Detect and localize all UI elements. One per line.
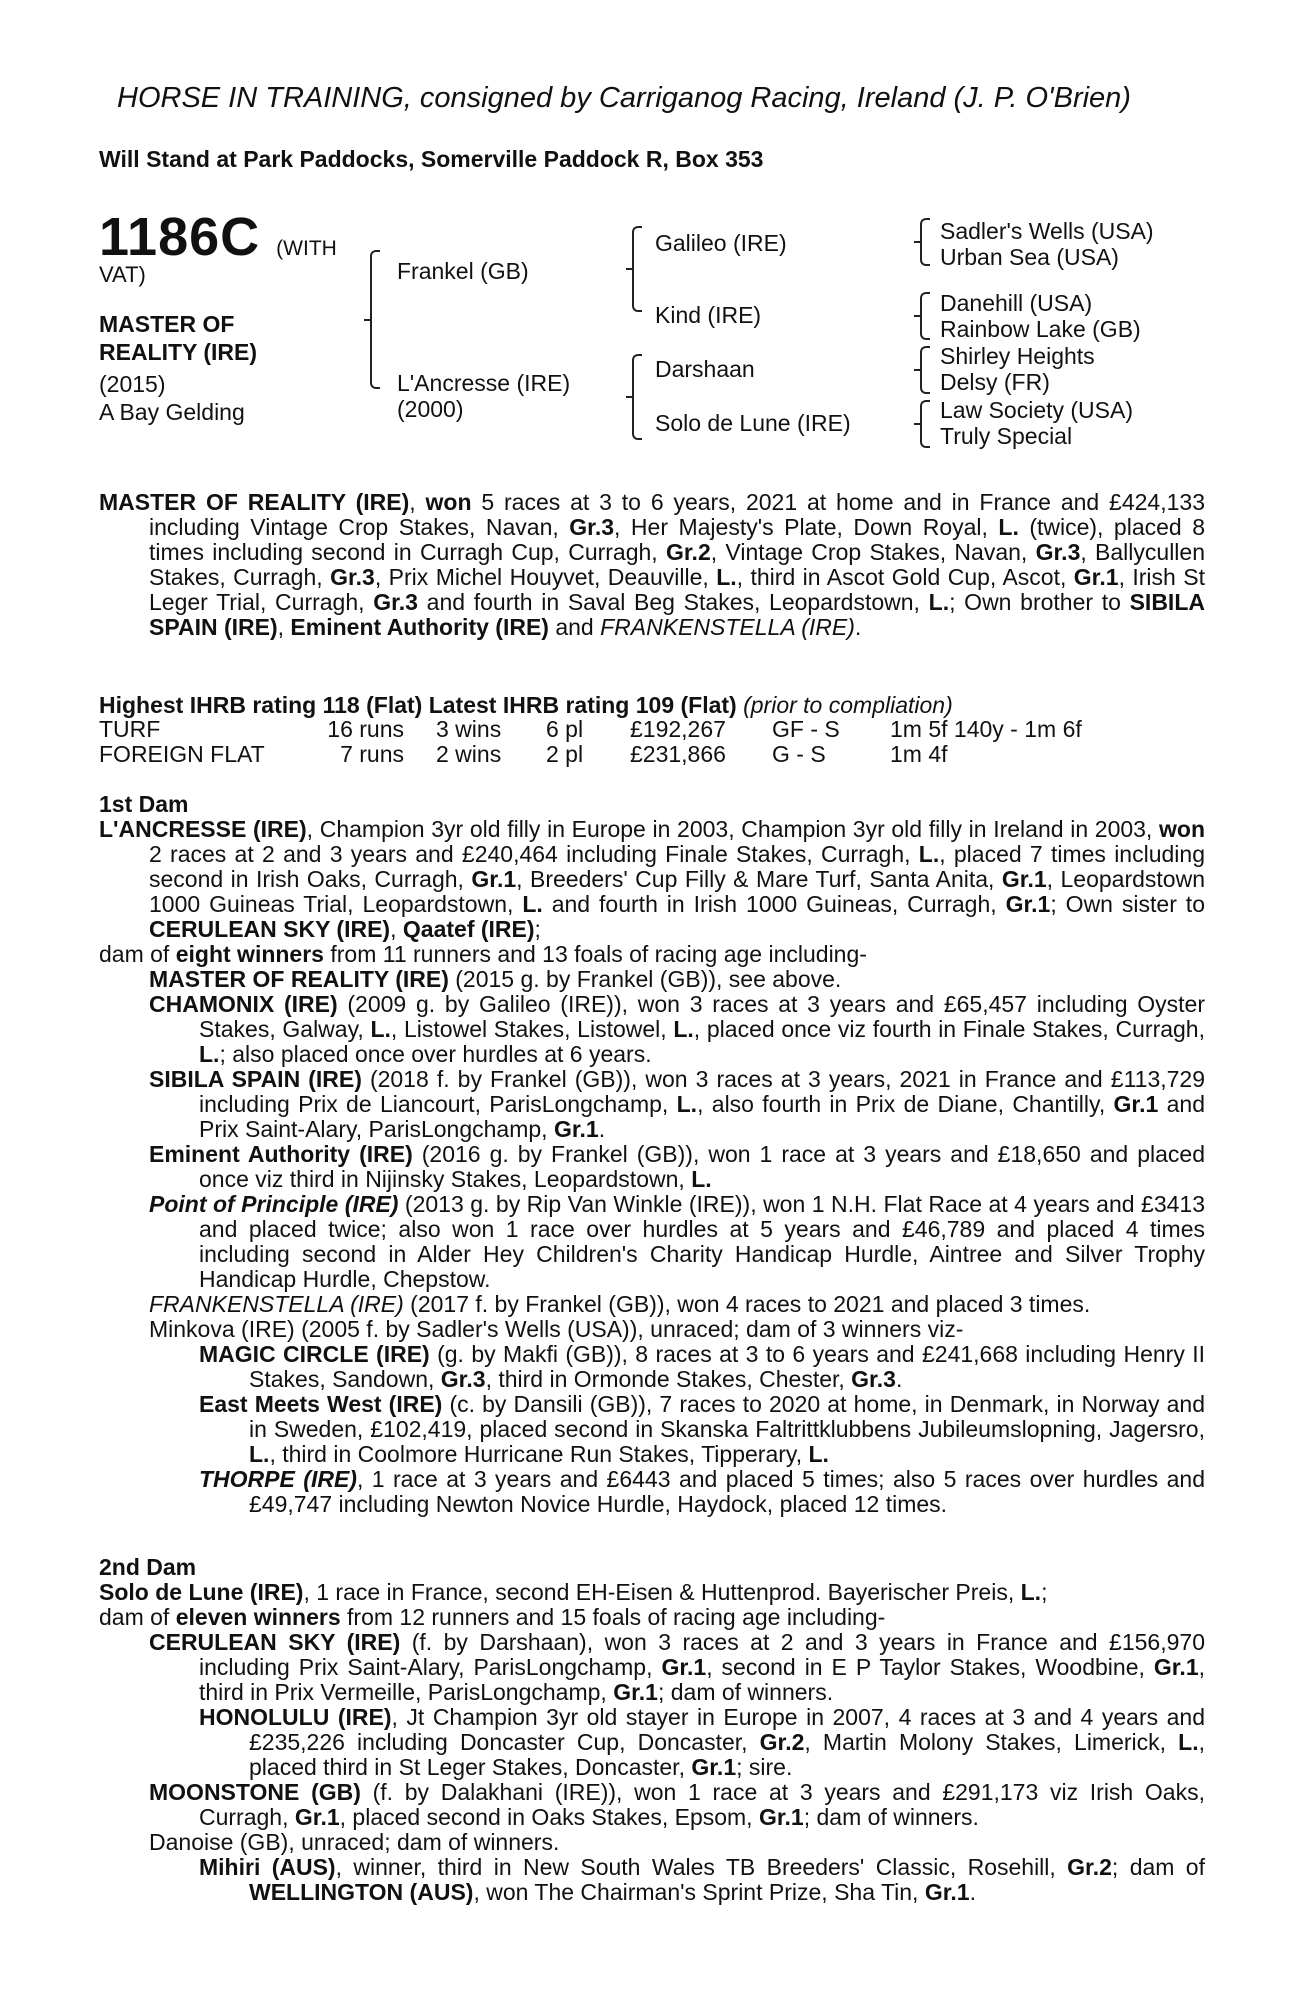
career-text: , — [277, 614, 291, 640]
produce-name: HONOLULU (IRE) — [199, 1704, 392, 1730]
pedigree-g3: Danehill (USA) — [940, 290, 1093, 316]
pedigree-g2: Urban Sea (USA) — [940, 244, 1119, 270]
produce-text: Danoise (GB), unraced; dam of winners. — [149, 1829, 560, 1855]
produce-text: dam of — [1129, 1854, 1205, 1880]
produce-text: ; also placed once over hurdles at 6 years. — [219, 1041, 652, 1067]
brace-g1 — [920, 218, 930, 266]
grade-label: Gr.1 — [924, 1879, 970, 1905]
produce-text: (2018 f. by Frankel (GB)), won 3 races at 3 years, 2021 in France and £113,729 including Prix de Liancourt, ParisLongchamp, — [199, 1066, 1205, 1117]
produce-text: . — [598, 1116, 606, 1142]
career-text: . — [854, 614, 862, 640]
produce-text: , won The Chairman's Sprint Prize, Sha Tin, — [473, 1879, 925, 1905]
dam-text: , Leopardstown 1000 Guineas Trial, Leopardstown, — [149, 866, 1205, 917]
produce-name: FRANKENSTELLA (IRE) — [149, 1291, 404, 1317]
dam-text: ; Own sister to — [1050, 891, 1205, 917]
latest-rating: Latest IHRB rating 109 (Flat) — [428, 692, 737, 718]
produce-entry — [99, 1292, 1205, 1317]
grade-label: Gr.1 — [1113, 1091, 1159, 1117]
pedigree-g4: Rainbow Lake (GB) — [940, 316, 1141, 342]
pedigree-g5: Shirley Heights — [940, 343, 1095, 369]
horse-info — [99, 370, 245, 426]
dam-text: dam of — [99, 1604, 176, 1630]
grade-label: Gr.3 — [1035, 539, 1081, 565]
record-placed: 2 pl — [546, 741, 584, 767]
grade-label: Gr.1 — [691, 1754, 737, 1780]
record-distance: 1m 5f 140y - 1m 6f — [890, 716, 1082, 742]
career-text: 5 races at 3 to 6 years, 2021 at home and in France and £424,133 including Vintage Crop Stakes, Navan, — [149, 489, 1205, 540]
grand-produce-entry — [99, 1392, 1205, 1467]
career-text: , Her Majesty's Plate, Down Royal, — [614, 514, 999, 540]
produce-name: East Meets West (IRE) — [199, 1391, 443, 1417]
dam-text: from 11 runners and 13 foals of racing age including- — [323, 941, 867, 967]
section-heading: 2nd Dam — [99, 1554, 197, 1580]
grade-label: L. — [676, 1091, 698, 1117]
career-text: and fourth in Saval Beg Stakes, Leopardstown, — [417, 589, 929, 615]
pedigree-dam-year: (2000) — [397, 396, 464, 422]
vat-note-cont: VAT) — [99, 262, 146, 287]
dam-produce-intro — [99, 942, 1205, 967]
dam-text: 2 races at 2 and 3 years and £240,464 including Finale Stakes, Curragh, — [149, 841, 919, 867]
produce-entry — [99, 992, 1205, 1067]
record-going: G - S — [772, 741, 826, 767]
dam-text: and fourth in Irish 1000 Guineas, Curragh, — [542, 891, 1006, 917]
grade-label: Gr.1 — [1001, 866, 1047, 892]
dam-name: Solo de Lune (IRE) — [99, 1579, 304, 1605]
produce-text: , winner, third in New South Wales TB Breeders' Classic, Rosehill, — [335, 1854, 1068, 1880]
produce-text: , placed third in St Leger Stakes, Doncaster, — [249, 1729, 1205, 1780]
produce-text: (2013 g. by Rip Van Winkle (IRE)), won 1 N.H. Flat Race at 4 years and £3413 and placed twice; also won 1 race over hurdles at 5 years and £46,789 and placed 4 times including second in Alder Hey Children's Charity Handicap Hurdle, Aintree and Silver Trophy Handicap Hurdle, Chepstow. — [199, 1191, 1205, 1292]
horse-name-line1: MASTER OF — [99, 311, 235, 337]
produce-text: (2016 g. by Frankel (GB)), won 1 race at 3 years and £18,650 and placed once viz third in Nijinsky Stakes, Leopardstown, — [199, 1141, 1205, 1192]
grade-label: Gr.3 — [373, 589, 418, 615]
produce-text: . — [895, 1366, 903, 1392]
pedigree-g6: Delsy (FR) — [940, 369, 1050, 395]
race-record-table — [99, 717, 1082, 767]
career-text: , Ballycullen Stakes, Curragh, — [149, 539, 1205, 590]
record-runs: 16 runs — [327, 716, 404, 742]
record-runs: 7 runs — [340, 741, 404, 767]
record-type: FOREIGN FLAT — [99, 741, 265, 767]
grade-label: L. — [918, 841, 940, 867]
sibling-name: Qaatef (IRE) — [402, 916, 535, 942]
produce-entry — [99, 1192, 1205, 1292]
dam-text: , Breeders' Cup Filly & Mare Turf, Santa Anita, — [516, 866, 1002, 892]
grand-produce-entry — [99, 1705, 1205, 1780]
produce-name: Point of Principle (IRE) — [149, 1191, 399, 1217]
produce-text: (c. by Dansili (GB)), 7 races to 2020 at home, in Denmark, in Norway and in Sweden, £102,419, placed second in Skanska Faltrittklubbens Jubileumslopning, Jagersro, — [249, 1391, 1205, 1442]
produce-text: and Prix Saint-Alary, ParisLongchamp, — [199, 1091, 1205, 1142]
career-text: , Irish St Leger Trial, Curragh, — [149, 564, 1205, 615]
career-text: , — [409, 489, 426, 515]
record-wins: 3 wins — [436, 716, 502, 742]
produce-name: Mihiri (AUS) — [199, 1854, 336, 1880]
brace-g2 — [920, 292, 930, 340]
pedigree-g8: Truly Special — [940, 423, 1073, 449]
brace-g4 — [920, 400, 930, 448]
highest-rating: Highest IHRB rating 118 (Flat) — [99, 692, 423, 718]
produce-text: (g. by Makfi (GB)), 8 races at 3 to 6 years and £241,668 including Henry II Stakes, Sandown, — [249, 1341, 1205, 1392]
record-prize: £231,866 — [630, 741, 726, 767]
produce-text: (2009 g. by Galileo (IRE)), won 3 races at 3 years and £65,457 including Oyster Stakes, Galway, — [199, 991, 1205, 1042]
produce-entry — [99, 1142, 1205, 1192]
grade-label: Gr.1 — [553, 1116, 599, 1142]
produce-text: , Jt Champion 3yr old stayer in Europe in 2007, 4 races at 3 and 4 years and £235,226 including Doncaster Cup, Doncaster, — [249, 1704, 1205, 1755]
brace-sire-dam — [370, 250, 380, 389]
pedigree-dam: L'Ancresse (IRE) — [397, 370, 571, 396]
produce-name: CHAMONIX (IRE) — [149, 991, 338, 1017]
winners-count: eleven winners — [175, 1604, 341, 1630]
grade-label: Gr.1 — [1153, 1654, 1199, 1680]
career-text: (twice), placed 8 times including second in Curragh Cup, Curragh, — [149, 514, 1205, 565]
dam-text: from 12 runners and 15 foals of racing age including- — [340, 1604, 886, 1630]
dam-text: dam of — [99, 941, 176, 967]
produce-text: , also fourth in Prix de Diane, Chantilly, — [697, 1091, 1114, 1117]
produce-name: MOONSTONE (GB) — [149, 1779, 361, 1805]
grade-label: Gr.1 — [471, 866, 517, 892]
career-text: ; Own brother to — [949, 589, 1130, 615]
produce-text: (2015 g. by Frankel (GB)), see above. — [448, 966, 842, 992]
sibling-name: Eminent Authority (IRE) — [290, 614, 549, 640]
career-horse-name: MASTER OF REALITY (IRE) — [99, 489, 410, 515]
grade-label: Gr.2 — [759, 1729, 805, 1755]
brace-g3 — [920, 346, 930, 394]
grade-label: L. — [1020, 1579, 1042, 1605]
career-paragraph — [99, 490, 1205, 640]
table-row — [99, 742, 1082, 767]
produce-text: (f. by Dalakhani (IRE)), won 1 race at 3 years and £291,173 viz Irish Oaks, Curragh, — [199, 1779, 1205, 1830]
sibling-name: FRANKENSTELLA (IRE) — [600, 614, 855, 640]
pedigree-dam-dam: Solo de Lune (IRE) — [655, 410, 851, 436]
grade-label: Gr.3 — [330, 564, 375, 590]
dam-text: , Champion 3yr old filly in Europe in 2003, Champion 3yr old filly in Ireland in 2003, — [306, 816, 1159, 842]
produce-entry — [99, 1067, 1205, 1142]
brace-dam-parents — [632, 354, 642, 440]
produce-name: Eminent Authority (IRE) — [149, 1141, 413, 1167]
record-placed: 6 pl — [546, 716, 584, 742]
produce-text: , Listowel Stakes, Listowel, — [390, 1016, 674, 1042]
stand-location: Will Stand at Park Paddocks, Somerville Paddock R, Box 353 — [99, 146, 764, 172]
winners-count: eight winners — [175, 941, 324, 967]
pedigree-g7: Law Society (USA) — [940, 397, 1134, 423]
produce-entry — [99, 1780, 1205, 1830]
produce-entry — [99, 1630, 1205, 1705]
grade-label: Gr.1 — [758, 1804, 804, 1830]
page-heading: HORSE IN TRAINING, consigned by Carriganog Racing, Ireland (J. P. O'Brien) — [117, 82, 1131, 114]
grade-label: L. — [199, 1041, 220, 1067]
grade-label: L. — [1178, 1729, 1199, 1755]
produce-name: MAGIC CIRCLE (IRE) — [199, 1341, 430, 1367]
grade-label: L. — [370, 1016, 391, 1042]
produce-text: (2017 f. by Frankel (GB)), won 4 races to 2021 and placed 3 times. — [403, 1291, 1091, 1317]
grand-produce-entry — [99, 1855, 1205, 1905]
pedigree-g1: Sadler's Wells (USA) — [940, 218, 1154, 244]
dam-produce-intro — [99, 1605, 1205, 1630]
produce-entry — [99, 967, 1205, 992]
grade-label: Gr.1 — [1005, 891, 1051, 917]
produce-text: (f. by Darshaan), won 3 races at 2 and 3 years in France and £156,970 including Prix Saint-Alary, ParisLongchamp, — [199, 1629, 1205, 1680]
produce-text: , placed once viz fourth in Finale Stakes, Curragh, — [693, 1016, 1205, 1042]
brace-sire-parents — [632, 226, 642, 312]
vat-note: (WITH — [276, 237, 337, 260]
career-text: and — [548, 614, 601, 640]
pedigree-dam-sire: Darshaan — [655, 356, 755, 382]
record-prize: £192,267 — [630, 716, 726, 742]
produce-text: , second in E P Taylor Stakes, Woodbine, — [706, 1654, 1154, 1680]
grade-label: Gr.2 — [665, 539, 711, 565]
dam-text: ; — [1041, 1579, 1048, 1605]
second-dam-section — [99, 1555, 1205, 1905]
career-summary — [99, 490, 1205, 640]
dam-text: , placed 7 times including second in Irish Oaks, Curragh, — [149, 841, 1205, 892]
grade-label: L. — [716, 564, 737, 590]
dam-paragraph — [99, 817, 1205, 942]
produce-text: Minkova (IRE) (2005 f. by Sadler's Wells (USA)), unraced; dam of 3 winners viz- — [149, 1316, 964, 1342]
lot-number — [99, 206, 337, 268]
grand-produce-entry — [99, 1467, 1205, 1517]
grade-label: Gr.1 — [294, 1804, 340, 1830]
produce-text: ; — [1111, 1854, 1119, 1880]
produce-name: MASTER OF REALITY (IRE) — [149, 966, 449, 992]
grade-label: Gr.2 — [1067, 1854, 1112, 1880]
produce-entry — [99, 1830, 1205, 1855]
grand-produce-entry — [99, 1342, 1205, 1392]
section-heading: 1st Dam — [99, 791, 189, 817]
grade-label: Gr.3 — [569, 514, 615, 540]
produce-text: , third in Coolmore Hurricane Run Stakes, Tipperary, — [269, 1441, 809, 1467]
produce-name: WELLINGTON (AUS) — [249, 1879, 474, 1905]
career-won: won — [425, 489, 472, 515]
lot-number-text: 1186C — [99, 207, 261, 267]
grade-label: L. — [808, 1441, 829, 1467]
grade-label: Gr.1 — [661, 1654, 707, 1680]
record-wins: 2 wins — [436, 741, 502, 767]
pedigree-sire: Frankel (GB) — [397, 258, 529, 284]
grade-label: L. — [691, 1166, 712, 1192]
produce-entry — [99, 1317, 1205, 1342]
horse-year: (2015) — [99, 371, 166, 397]
record-going: GF - S — [772, 716, 840, 742]
grade-label: L. — [249, 1441, 270, 1467]
pedigree-sire-sire: Galileo (IRE) — [655, 230, 787, 256]
dam-text: ; — [534, 916, 541, 942]
dam-paragraph — [99, 1580, 1205, 1605]
grade-label: Gr.1 — [1073, 564, 1119, 590]
career-text: , Vintage Crop Stakes, Navan, — [710, 539, 1036, 565]
table-row — [99, 717, 1082, 742]
produce-text: , 1 race at 3 years and £6443 and placed 5 times; also 5 races over hurdles and £49,747 including Newton Novice Hurdle, Haydock, placed 12 times. — [249, 1466, 1206, 1517]
sibling-name: CERULEAN SKY (IRE) — [149, 916, 391, 942]
grade-label: Gr.1 — [613, 1679, 658, 1705]
produce-text: , placed second in Oaks Stakes, Epsom, — [339, 1804, 759, 1830]
record-distance: 1m 4f — [890, 741, 948, 767]
produce-name: SIBILA SPAIN (IRE) — [149, 1066, 362, 1092]
dam-text: , 1 race in France, second EH-Eisen & Huttenprod. Bayerischer Preis, — [303, 1579, 1021, 1605]
produce-name: CERULEAN SKY (IRE) — [149, 1629, 401, 1655]
dam-name: L'ANCRESSE (IRE) — [99, 816, 307, 842]
pedigree-sire-dam: Kind (IRE) — [655, 302, 762, 328]
career-text: , third in Ascot Gold Cup, Ascot, — [736, 564, 1074, 590]
produce-text: ; dam of winners. — [803, 1804, 979, 1830]
produce-name: THORPE (IRE) — [199, 1466, 357, 1492]
grade-label: L. — [928, 589, 950, 615]
horse-description: A Bay Gelding — [99, 399, 245, 425]
produce-text: , Martin Molony Stakes, Limerick, — [804, 1729, 1179, 1755]
produce-text: ; sire. — [736, 1754, 793, 1780]
grade-label: L. — [673, 1016, 694, 1042]
produce-text: , third in Ormonde Stakes, Chester, — [485, 1366, 852, 1392]
horse-name-line2: REALITY (IRE) — [99, 339, 258, 365]
rating-note: (prior to compliation) — [743, 692, 953, 718]
dam-text: , — [390, 916, 403, 942]
rating-line — [99, 692, 953, 719]
grade-label: L. — [522, 891, 543, 917]
dam-won: won — [1159, 816, 1205, 842]
first-dam-section — [99, 792, 1205, 1517]
produce-text: , third in Prix Vermeille, ParisLongchamp, — [199, 1654, 1206, 1705]
grade-label: Gr.3 — [851, 1366, 896, 1392]
career-text: , Prix Michel Houyvet, Deauville, — [374, 564, 717, 590]
grade-label: Gr.3 — [440, 1366, 486, 1392]
record-type: TURF — [99, 716, 161, 742]
horse-name — [99, 310, 257, 366]
produce-text: ; dam of winners. — [657, 1679, 834, 1705]
grade-label: L. — [998, 514, 1019, 540]
produce-text: . — [969, 1879, 976, 1905]
sibling-name: SIBILA SPAIN (IRE) — [149, 589, 1205, 640]
